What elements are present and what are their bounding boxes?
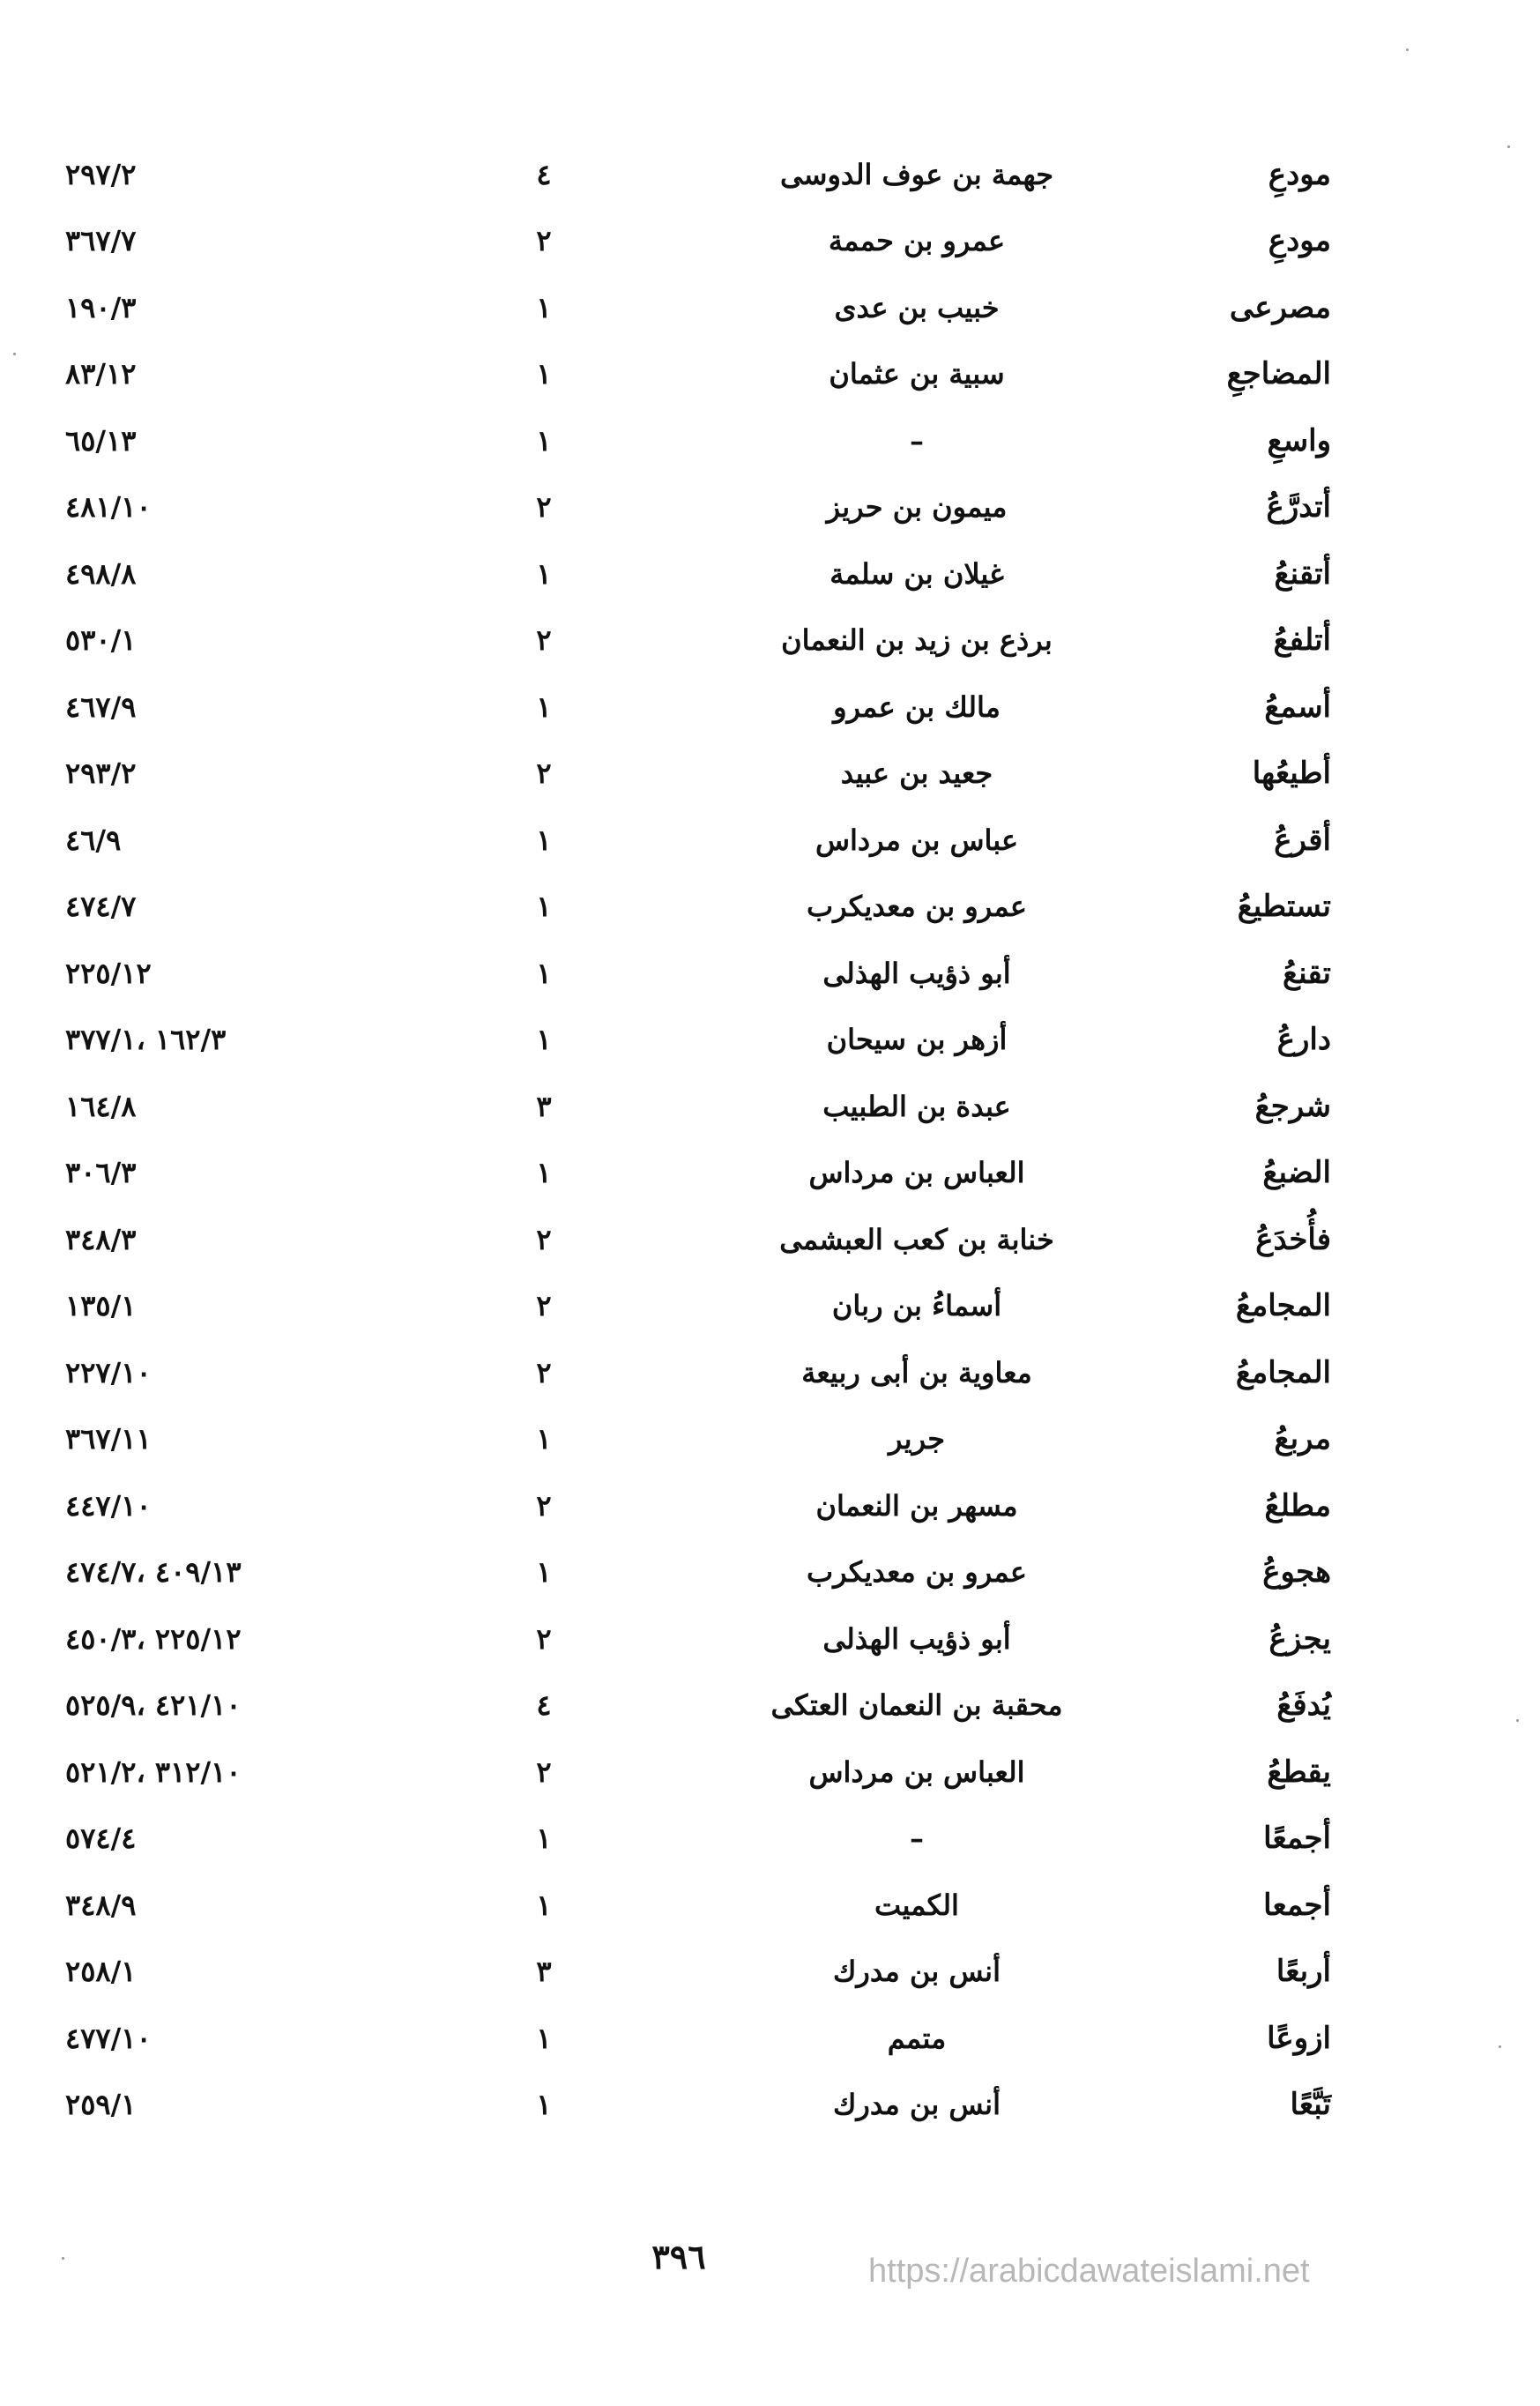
poet-name: – bbox=[910, 1821, 924, 1856]
volume-page-reference: ٤٦/٩ bbox=[65, 823, 122, 857]
poet-name: أسماءُ بن ربان bbox=[831, 1289, 1002, 1323]
rhyme-word: المجامعُ bbox=[1235, 1354, 1331, 1390]
table-row bbox=[0, 674, 1540, 741]
scan-speck bbox=[1516, 1719, 1519, 1722]
verse-count: ٢ bbox=[536, 756, 552, 791]
volume-page-reference: ٢٥٩/١ bbox=[65, 2088, 137, 2122]
verse-count: ١ bbox=[536, 290, 552, 324]
verse-count: ١ bbox=[536, 1888, 552, 1922]
verse-count: ٢ bbox=[536, 1355, 552, 1389]
volume-page-reference: ١٣٥/١ bbox=[65, 1289, 137, 1323]
scan-speck bbox=[1507, 145, 1510, 148]
table-row bbox=[0, 1739, 1540, 1806]
verse-count: ٤ bbox=[536, 157, 552, 191]
verse-count: ٣ bbox=[536, 1955, 552, 1989]
table-row bbox=[0, 1605, 1540, 1672]
poet-name: أنس بن مدرك bbox=[833, 1955, 1001, 1989]
poet-name: خنابة بن كعب العبشمى bbox=[779, 1222, 1054, 1256]
table-row bbox=[0, 1140, 1540, 1207]
rhyme-word: مودعِ bbox=[1268, 156, 1331, 192]
rhyme-word: تستطيعُ bbox=[1237, 889, 1331, 925]
rhyme-word: تَبَّعًا bbox=[1290, 2087, 1331, 2123]
rhyme-word: أجمعا bbox=[1263, 1887, 1331, 1923]
poet-name: عمرو بن حممة bbox=[828, 224, 1006, 258]
volume-page-reference: ٣٦٧/٧ bbox=[65, 224, 137, 258]
poet-name: العباس بن مرداس bbox=[808, 1156, 1025, 1190]
rhyme-word: أتلفعُ bbox=[1273, 622, 1331, 659]
volume-page-reference: ٣٤٨/٩ bbox=[65, 1888, 137, 1922]
table-row bbox=[0, 407, 1540, 474]
volume-page-reference: ٤٧٧/١٠ bbox=[65, 2021, 152, 2055]
poet-name: معاوية بن أبى ربيعة bbox=[801, 1355, 1032, 1389]
poet-name: سبية بن عثمان bbox=[829, 357, 1005, 391]
poet-name: جرير bbox=[889, 1422, 945, 1456]
verse-count: ٢ bbox=[536, 623, 552, 658]
verse-count: ٢ bbox=[536, 1222, 552, 1256]
table-row bbox=[0, 141, 1540, 208]
poet-name: الكميت bbox=[874, 1888, 959, 1922]
table-row bbox=[0, 274, 1540, 341]
volume-page-reference: ٣١٢/١٠ ،٥٢١/٢ bbox=[65, 1754, 242, 1789]
poet-name: غيلان بن سلمة bbox=[830, 556, 1004, 591]
table-row bbox=[0, 1073, 1540, 1140]
verse-count: ٢ bbox=[536, 1754, 552, 1789]
table-row bbox=[0, 1339, 1540, 1406]
rhyme-word: فأُخدَعُ bbox=[1255, 1221, 1331, 1257]
volume-page-reference: ٣٦٧/١١ bbox=[65, 1422, 152, 1456]
rhyme-word: شرجعُ bbox=[1254, 1088, 1331, 1124]
poet-name: مسهر بن النعمان bbox=[815, 1488, 1018, 1523]
table-row bbox=[0, 1406, 1540, 1473]
scan-speck bbox=[1406, 48, 1409, 51]
poet-name: ميمون بن حريز bbox=[826, 490, 1008, 525]
table-row bbox=[0, 807, 1540, 874]
table-row bbox=[0, 1672, 1540, 1739]
verse-count: ١ bbox=[536, 1821, 552, 1856]
poet-name: عباس بن مرداس bbox=[815, 823, 1019, 857]
rhyme-word: المجامعُ bbox=[1235, 1288, 1331, 1324]
volume-page-reference: ٤٩٨/٨ bbox=[65, 556, 137, 591]
volume-page-reference: ٤٨١/١٠ bbox=[65, 490, 152, 525]
rhyme-word: أجمعًا bbox=[1263, 1821, 1331, 1857]
poet-name: برذع بن زيد بن النعمان bbox=[781, 623, 1053, 658]
volume-page-reference: ٢٢٥/١٢ bbox=[65, 956, 152, 990]
rhyme-word: أقرعُ bbox=[1274, 822, 1331, 858]
scan-speck bbox=[62, 2257, 64, 2260]
rhyme-word: أربعًا bbox=[1276, 1954, 1331, 1990]
scan-speck bbox=[13, 353, 16, 355]
volume-page-reference: ٤٤٧/١٠ bbox=[65, 1488, 152, 1523]
table-row bbox=[0, 1806, 1540, 1873]
verse-count: ٤ bbox=[536, 1688, 552, 1723]
rhyme-word: يقطعُ bbox=[1267, 1754, 1331, 1790]
verse-count: ١ bbox=[536, 556, 552, 591]
volume-page-reference: ٢٥٨/١ bbox=[65, 1955, 137, 1989]
volume-page-reference: ٤٦٧/٩ bbox=[65, 689, 137, 724]
volume-page-reference: ٤٧٤/٧ bbox=[65, 890, 137, 924]
table-row bbox=[0, 940, 1540, 1007]
poet-name: أنس بن مدرك bbox=[833, 2088, 1001, 2122]
verse-count: ٢ bbox=[536, 1621, 552, 1656]
poet-name: عمرو بن معديكرب bbox=[807, 890, 1027, 924]
verse-count: ٢ bbox=[536, 1289, 552, 1323]
verse-count: ١ bbox=[536, 1023, 552, 1057]
volume-page-reference: ١٦٤/٨ bbox=[65, 1089, 137, 1123]
poet-name: محقبة بن النعمان العتكى bbox=[770, 1688, 1063, 1723]
poet-name: عمرو بن معديكرب bbox=[807, 1555, 1027, 1590]
rhyme-word: يُدفَعُ bbox=[1276, 1687, 1331, 1724]
verse-count: ١ bbox=[536, 2088, 552, 2122]
verse-count: ١ bbox=[536, 1156, 552, 1190]
volume-page-reference: ١٩٠/٣ bbox=[65, 290, 137, 324]
verse-count: ٣ bbox=[536, 1089, 552, 1123]
verse-count: ٢ bbox=[536, 224, 552, 258]
table-row bbox=[0, 2072, 1540, 2139]
verse-count: ١ bbox=[536, 689, 552, 724]
poet-name: أبو ذؤيب الهذلى bbox=[822, 1621, 1011, 1656]
volume-page-reference: ٥٣٠/١ bbox=[65, 623, 137, 658]
page-number: ٣٩٦ bbox=[651, 2237, 706, 2276]
table-row bbox=[0, 1939, 1540, 2006]
watermark-url: https://arabicdawateislami.net bbox=[868, 2253, 1310, 2290]
poet-name: أزهر بن سيحان bbox=[826, 1023, 1008, 1057]
verse-count: ١ bbox=[536, 823, 552, 857]
poet-name: مالك بن عمرو bbox=[833, 689, 1001, 724]
rhyme-word: أتقنعُ bbox=[1274, 555, 1331, 592]
verse-count: ١ bbox=[536, 2021, 552, 2055]
table-row bbox=[0, 540, 1540, 607]
table-row bbox=[0, 208, 1540, 275]
poet-name: خبيب بن عدى bbox=[834, 290, 1000, 324]
verse-count: ١ bbox=[536, 357, 552, 391]
rhyme-word: مربعُ bbox=[1274, 1421, 1331, 1457]
volume-page-reference: ٤٢١/١٠ ،٥٢٥/٩ bbox=[65, 1688, 242, 1723]
index-table bbox=[0, 141, 1540, 2138]
rhyme-word: أسمعُ bbox=[1264, 689, 1331, 725]
poet-name: – bbox=[910, 423, 924, 458]
verse-count: ١ bbox=[536, 890, 552, 924]
rhyme-word: مطلعُ bbox=[1264, 1487, 1331, 1523]
table-row bbox=[0, 474, 1540, 541]
volume-page-reference: ٣٠٦/٣ bbox=[65, 1156, 137, 1190]
volume-page-reference: ١٦٢/٣ ،٣٧٧/١ bbox=[65, 1023, 227, 1057]
volume-page-reference: ٣٤٨/٣ bbox=[65, 1222, 137, 1256]
volume-page-reference: ٢٩٧/٢ bbox=[65, 157, 137, 191]
verse-count: ١ bbox=[536, 1555, 552, 1590]
verse-count: ١ bbox=[536, 423, 552, 458]
scan-speck bbox=[1499, 2045, 1501, 2048]
poet-name: العباس بن مرداس bbox=[808, 1754, 1025, 1789]
table-row bbox=[0, 1007, 1540, 1074]
poet-name: متمم bbox=[887, 2021, 947, 2055]
poet-name: أبو ذؤيب الهذلى bbox=[822, 956, 1011, 990]
table-row bbox=[0, 1206, 1540, 1273]
table-row bbox=[0, 2005, 1540, 2072]
volume-page-reference: ٦٥/١٣ bbox=[65, 423, 137, 458]
rhyme-word: هجوعُ bbox=[1262, 1554, 1331, 1590]
poet-name: جهمة بن عوف الدوسى bbox=[779, 157, 1054, 191]
rhyme-word: واسعِ bbox=[1267, 422, 1331, 458]
table-row bbox=[0, 607, 1540, 674]
rhyme-word: تقنعُ bbox=[1282, 955, 1331, 991]
volume-page-reference: ٥٧٤/٤ bbox=[65, 1821, 137, 1856]
table-row bbox=[0, 1872, 1540, 1939]
rhyme-word: دارعُ bbox=[1276, 1022, 1331, 1058]
verse-count: ٢ bbox=[536, 1488, 552, 1523]
rhyme-word: أطيعُها bbox=[1252, 756, 1331, 792]
volume-page-reference: ٨٣/١٢ bbox=[65, 357, 137, 391]
table-row bbox=[0, 1273, 1540, 1340]
table-row bbox=[0, 341, 1540, 408]
table-row bbox=[0, 1472, 1540, 1539]
poet-name: عبدة بن الطبيب bbox=[822, 1089, 1011, 1123]
rhyme-word: مصرعى bbox=[1229, 289, 1331, 325]
rhyme-word: مودعِ bbox=[1268, 223, 1331, 259]
rhyme-word: يجزعُ bbox=[1268, 1620, 1331, 1657]
verse-count: ٢ bbox=[536, 490, 552, 525]
table-row bbox=[0, 1539, 1540, 1606]
poet-name: جعيد بن عبيد bbox=[840, 756, 993, 791]
volume-page-reference: ٢٩٣/٢ bbox=[65, 756, 137, 791]
rhyme-word: الضبعُ bbox=[1262, 1155, 1331, 1191]
verse-count: ١ bbox=[536, 956, 552, 990]
table-row bbox=[0, 741, 1540, 808]
volume-page-reference: ٢٢٧/١٠ bbox=[65, 1355, 152, 1389]
verse-count: ١ bbox=[536, 1422, 552, 1456]
rhyme-word: المضاجعِ bbox=[1226, 356, 1331, 392]
rhyme-word: ازوعًا bbox=[1267, 2020, 1331, 2056]
rhyme-word: أتدرَّعُ bbox=[1266, 489, 1331, 525]
volume-page-reference: ٤٠٩/١٣ ،٤٧٤/٧ bbox=[65, 1555, 242, 1590]
table-row bbox=[0, 874, 1540, 941]
volume-page-reference: ٢٢٥/١٢ ،٤٥٠/٣ bbox=[65, 1621, 242, 1656]
